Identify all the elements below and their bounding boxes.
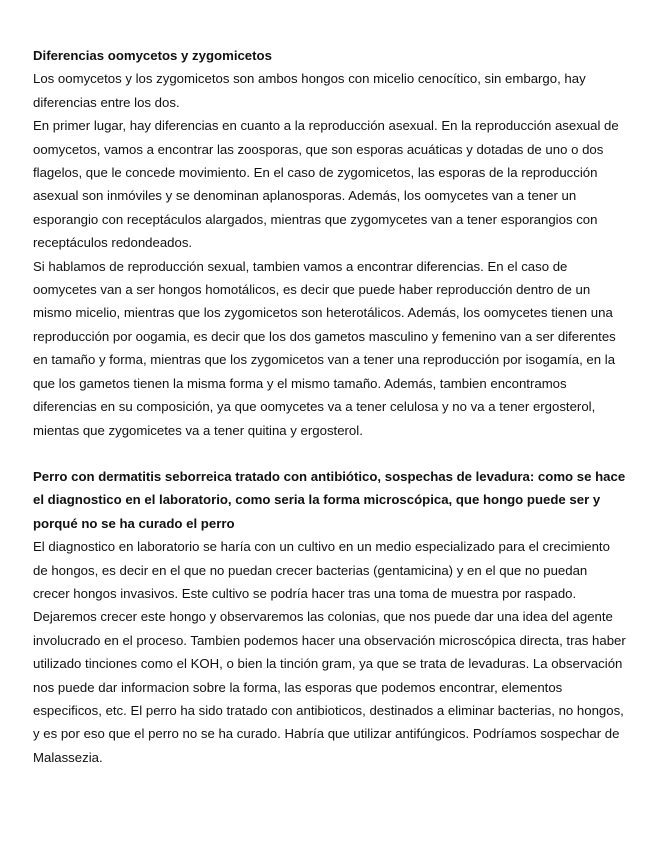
paragraph: El diagnostico en laboratorio se haría con un cultivo en un medio especializado para el crecimiento de hongos, es decir en el que no puedan crecer bacterias (gentamicina) y en el que no puedan crecer hongos invasivos. Este cultivo se podría hacer tras una toma de muestra por raspado. Dejaremos crecer este hongo y observaremos las colonias, que nos puede dar una idea del agente involucrado en el proceso. Tambien podemos hacer una observación microscópica directa, tras haber utilizado tinciones como el KOH, o bien la tinción gram, ya que se trata de levaduras. La observación nos puede dar informacion sobre la forma, las esporas que podemos encontrar, elementos especificos, etc. El perro ha sido tratado con antibioticos, destinados a eliminar bacterias, no hongos, y es por eso que el perro no se ha curado. Habría que utilizar antifúngicos. Podríamos sospechar de Malassezia. <box>33 539 626 765</box>
document-page <box>33 44 627 769</box>
paragraph: En primer lugar, hay diferencias en cuanto a la reproducción asexual. En la reproducción asexual de oomycetos, vamos a encontrar las zoosporas, que son esporas acuáticas y dotadas de uno o dos flagelos, que le concede movimiento. En el caso de zygomicetos, las esporas de la reproducción asexual son inmóviles y se denominan aplanosporas. Además, los oomycetes van a tener un esporangio con receptáculos alargados, mientras que zygomycetes van a tener esporangios con receptáculos redondeados. <box>33 118 619 251</box>
section-title: Perro con dermatitis seborreica tratado con antibiótico, sospechas de levadura: como se hace el diagnostico en el laboratorio, como seria la forma microscópica, que hongo puede ser y porqué no se ha curado el perro <box>33 468 626 531</box>
paragraph: Si hablamos de reproducción sexual, tambien vamos a encontrar diferencias. En el caso de oomycetes van a ser hongos homotálicos, es decir que puede haber reproducción dentro de un mismo micelio, mientras que los zygomicetos son heterotálicos. Además, los oomycetes tienen una reproducción por oogamia, es decir que los dos gametos masculino y femenino van a ser diferentes en tamaño y forma, mientras que los zygomicetos van a tener una reproducción por isogamía, en la que los gametos tienen la misma forma y el mismo tamaño. Además, tambien encontramos diferencias en su composición, ya que oomycetes va a tener celulosa y no va a tener ergosterol, mientas que zygomicetes va a tener quitina y ergosterol. <box>33 258 616 438</box>
section-spacer <box>33 442 627 465</box>
section-perro-dermatitis <box>33 465 627 769</box>
section-title: Diferencias oomycetos y zygomicetos <box>33 48 272 63</box>
paragraph: Los oomycetos y los zygomicetos son ambos hongos con micelio cenocítico, sin embargo, hay diferencias entre los dos. <box>33 71 586 110</box>
section-oomycetos-zygomicetos <box>33 44 627 442</box>
